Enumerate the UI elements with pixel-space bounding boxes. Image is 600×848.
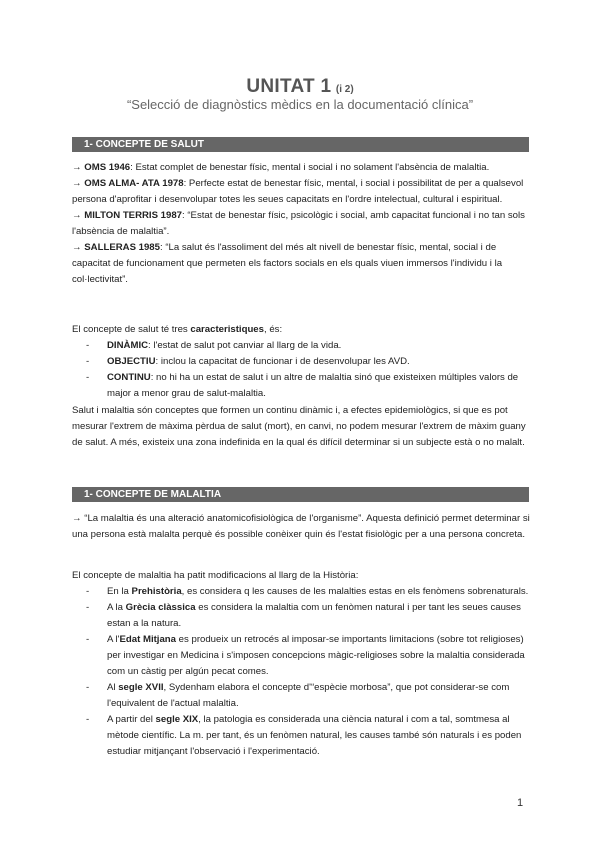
list-item: - DINÀMIC: l'estat de salut pot canviar al llarg de la vida.: [86, 340, 342, 351]
characteristics-intro: El concepte de salut té tres caracteristiques, és:: [72, 324, 283, 335]
unit-subtitle: “Selecció de diagnòstics mèdics en la documentació clínica”: [126, 97, 474, 112]
list-item: - Al segle XVII, Sydenham elabora el concepte d'“espècie morbosa”, que pot considerar-se com l'equivalent de l'actual malaltia.: [86, 682, 510, 709]
salut-characteristics: [72, 322, 532, 402]
salut-closing-paragraph: Salut i malaltia són conceptes que formen un continu dinàmic i, a efectes epidemiològics, si que es pot mesurar l'extrem de màxima pèrdua de salut (mort), en canvi, no podem mesurar l'extrem de màxim guany de salut. A més, existeix una zona indefinida en la qual és difícil determinar si un subjecte està o no malalt.: [72, 405, 526, 448]
malaltia-definition: → “La malaltia és una alteració anatomicofisiològica de l'organisme”. Aquesta definició permet determinar si una persona està malalta perquè és possible conèixer quin és l'estat fisiològic per a una persona concreta.: [72, 513, 530, 540]
list-item: - OBJECTIU: inclou la capacitat de funcionar i de desenvolupar les AVD.: [86, 356, 410, 367]
section-heading-salut: 1- CONCEPTE DE SALUT: [72, 137, 529, 152]
definition-salleras: → SALLERAS 1985: “La salut és l'assoliment del més alt nivell de benestar físic, mental, social i de capacitat de funcionament que permeten els factors socials en els quals viuen immersos l'individu i la col·lectivitat”.: [72, 242, 503, 285]
list-item: - CONTINU: no hi ha un estat de salut i un altre de malaltia sinó que existeixen múltiples valors de major a menor grau de salut-malaltia.: [86, 372, 519, 399]
definition-oms-1946: → OMS 1946: Estat complet de benestar físic, mental i social i no solament l'absència de malaltia.: [72, 162, 490, 173]
unit-title-main: UNITAT 1: [246, 76, 332, 97]
characteristics-list: [72, 338, 532, 402]
salut-definitions: [72, 160, 532, 288]
list-item: - A partir del segle XIX, la patologia es considerada una ciència natural i com a tal, somtmesa al mètode científic. La m. per tant, és un fenòmen natural, les causes també són naturals i es poden estudiar mitjançant l'observació i l'experimentació.: [86, 714, 522, 757]
list-item: - A la Grècia clàssica es considera la malaltia com un fenòmen natural i per tant les seues causes estan a la natura.: [86, 602, 521, 629]
page-number: 1: [517, 797, 524, 809]
unit-title: [0, 76, 600, 98]
history-intro: El concepte de malaltia ha patit modificacions al llarg de la Història:: [72, 570, 359, 581]
list-item: - En la Prehistòria, es considera q les causes de les malalties estas en els fenòmens sobrenaturals.: [86, 586, 529, 597]
unit-title-suffix: (i 2): [335, 84, 354, 95]
history-list: [72, 584, 532, 760]
malaltia-history: [72, 568, 532, 760]
definition-milton-terris: → MILTON TERRIS 1987: “Estat de benestar físic, psicològic i social, amb capacitat funcional i no tan sols l'absència de malaltia”.: [72, 210, 525, 237]
section-heading-malaltia: 1- CONCEPTE DE MALALTIA: [72, 487, 529, 502]
definition-oms-alma-ata: → OMS ALMA- ATA 1978: Perfecte estat de benestar físic, mental, i social i possibilitat de per a qualsevol persona d'aprofitar i desenvolupar totes les seues capacitats en l'ordre intelectual, cultural i espiritual.: [72, 178, 524, 205]
list-item: - A l'Edat Mitjana es produeix un retrocés al imposar-se importants limitacions (sobre tot religioses) per investigar en Medicina i s'imposen concepcions màgic-religioses sobre la malaltia considerada com un càstig per algún pecat comes.: [86, 634, 525, 677]
